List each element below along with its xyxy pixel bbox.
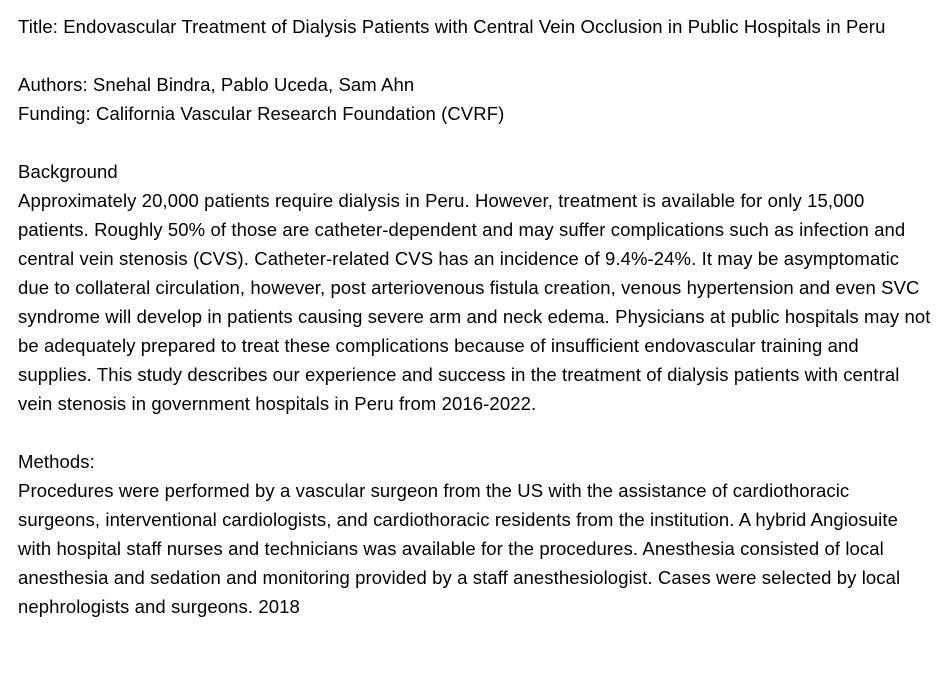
authors-line: Authors: Snehal Bindra, Pablo Uceda, Sam Ahn <box>18 74 415 95</box>
methods-body: Procedures were performed by a vascular surgeon from the US with the assistance of cardiothoracic surgeons, interventional cardiologists, and cardiothoracic residents from the institution. A hybrid Angiosuite with hospital staff nurses and technicians was available for the procedures. Anesthesia consisted of local anesthesia and sedation and monitoring provided by a staff anesthesiologist. Cases were selected by local nephrologists and surgeons. 2018 <box>18 480 906 617</box>
spacer-after-funding <box>18 128 931 157</box>
spacer-after-title <box>18 41 931 70</box>
background-heading: Background <box>18 161 118 182</box>
funding-line: Funding: California Vascular Research Foundation (CVRF) <box>18 103 505 124</box>
methods-heading: Methods: <box>18 451 95 472</box>
spacer-after-background <box>18 418 931 447</box>
background-body: Approximately 20,000 patients require dialysis in Peru. However, treatment is available for only 15,000 patients. Roughly 50% of those are catheter-dependent and may suffer complications such as infection and central vein stenosis (CVS). Catheter-related CVS has an incidence of 9.4%-24%. It may be asymptomatic due to collateral circulation, however, post arteriovenous fistula creation, venous hypertension and even SVC syndrome will develop in patients causing severe arm and neck edema. Physicians at public hospitals may not be adequately prepared to treat these complications because of insufficient endovascular training and supplies. This study describes our experience and success in the treatment of dialysis patients with central vein stenosis in government hospitals in Peru from 2016-2022. <box>18 190 936 414</box>
document-title: Title: Endovascular Treatment of Dialysis Patients with Central Vein Occlusion in Public Hospitals in Peru <box>18 16 886 37</box>
